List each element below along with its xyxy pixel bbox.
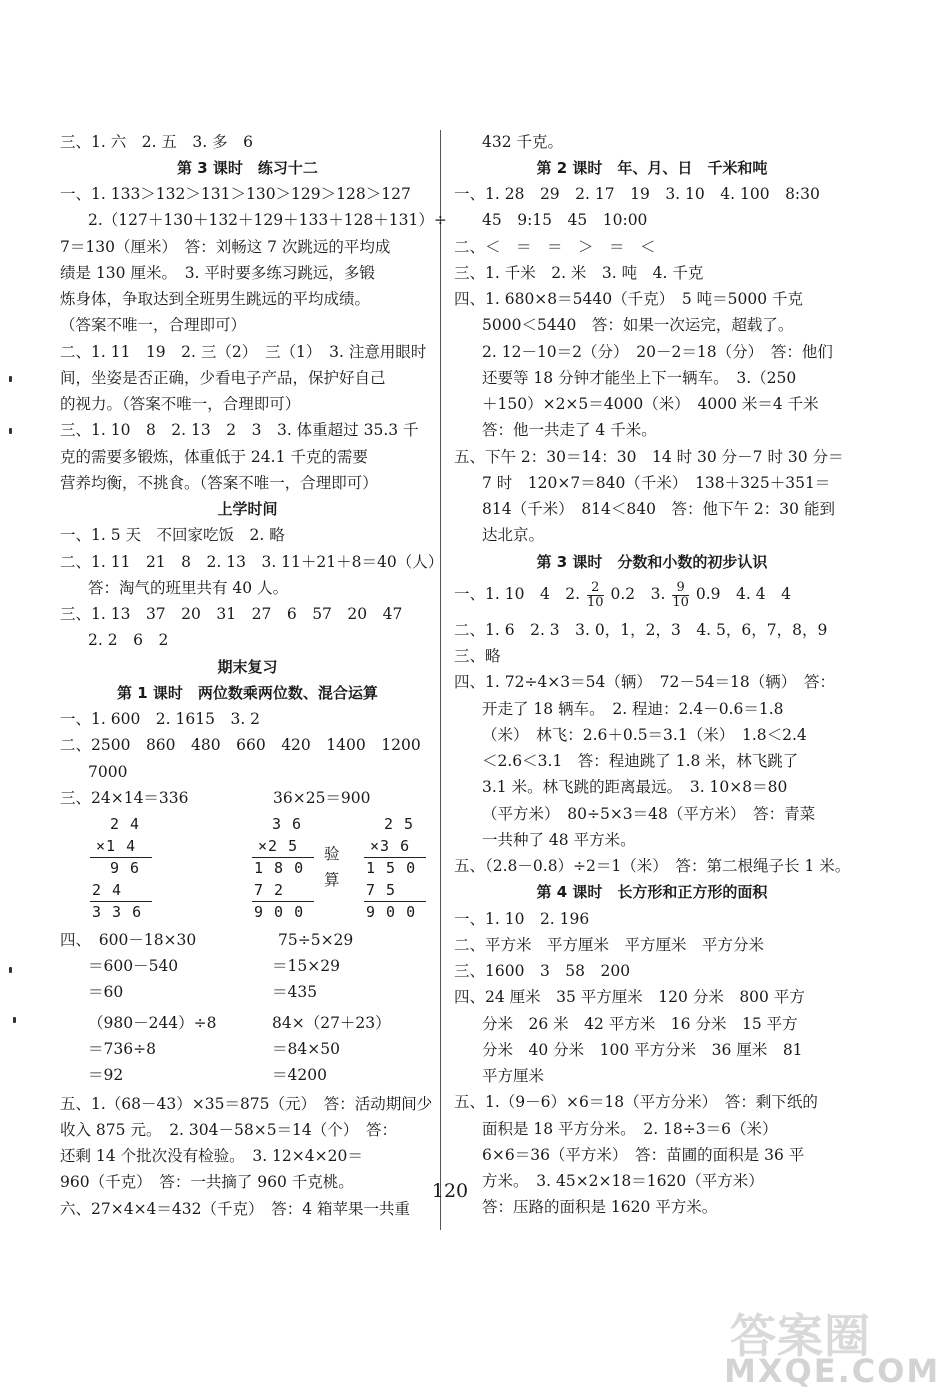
verify-label: 验 xyxy=(324,845,340,863)
answer-line: 7＝130（厘米） 答：刘畅这 7 次跳远的平均成 xyxy=(60,238,391,256)
answer-line: 分米 26 米 42 平方米 16 分米 15 平方 xyxy=(482,1015,798,1033)
answer-line: 二、2500 860 480 660 420 1400 1200 xyxy=(60,736,421,754)
vertical-calc-line: 9 0 0 xyxy=(254,903,305,921)
answer-line: 四、 600－18×30 xyxy=(60,931,197,949)
section-heading: 第 1 课时 两位数乘两位数、混合运算 xyxy=(117,684,378,702)
answer-line: 二、1. 6 2. 3 3. 0，1，2，3 4. 5，6，7，8，9 xyxy=(454,621,828,639)
watermark-domain: MXQE.COM xyxy=(724,1352,940,1390)
answer-line: ＝60 xyxy=(88,983,124,1001)
answer-line: ＝92 xyxy=(88,1066,124,1084)
answer-line: 一、1. 10 2. 196 xyxy=(454,910,590,928)
answer-line: 克的需要多锻炼，体重低于 24.1 千克的需要 xyxy=(60,448,368,466)
watermark-logo: 答案圈 xyxy=(730,1309,871,1363)
vertical-calc-line: 9 6 xyxy=(110,859,141,877)
vertical-calc-line: ×3 6 xyxy=(370,837,411,855)
vertical-calc-line: 2 5 xyxy=(384,815,415,833)
answer-line: ＝4200 xyxy=(272,1066,327,1084)
answer-line: 答：他一共走了 4 千米。 xyxy=(482,421,657,439)
answer-line: ＝600－540 xyxy=(88,957,179,975)
answer-text: 0.2 3. xyxy=(610,585,666,603)
answer-line: 答：压路的面积是 1620 平方米。 xyxy=(482,1198,718,1216)
answer-line: 绩是 130 厘米。 3. 平时要多练习跳远，多锻 xyxy=(60,264,375,282)
answer-line: 二、1. 11 21 8 2. 13 3. 11＋21＋8＝40（人） xyxy=(60,553,444,571)
column-divider xyxy=(440,130,441,1230)
answer-line: 二、＜ ＝ ＝ ＞ ＝ ＜ xyxy=(454,238,656,256)
answer-line: ＝15×29 xyxy=(272,957,340,975)
vertical-calc-line: 1 5 0 xyxy=(366,859,417,877)
answer-line: 7 时 120×7＝840（千米） 138＋325＋351＝ xyxy=(482,474,831,492)
answer-line: 2.（127＋130＋132＋129＋133＋128＋131）÷ xyxy=(88,211,447,229)
answer-line: 三、1. 六 2. 五 3. 多 6 xyxy=(60,133,254,151)
answer-line: ＜2.6＜3.1 答：程迪跳了 1.8 米，林飞跳了 xyxy=(482,752,799,770)
answer-line: 432 千克。 xyxy=(482,133,564,151)
answer-line: 四、1. 680×8＝5440（千克） 5 吨＝5000 千克 xyxy=(454,290,804,308)
answer-line: 5000＜5440 答：如果一次运完，超载了。 xyxy=(482,316,794,334)
answer-line: 五、（2.8－0.8）÷2＝1（米） 答：第二根绳子长 1 米。 xyxy=(454,857,851,875)
answer-line: 2. 2 6 2 xyxy=(88,631,169,649)
answer-line: 三、24×14＝336 xyxy=(60,789,189,807)
answer-line: ＝84×50 xyxy=(272,1040,340,1058)
answer-line: 814（千米） 814＜840 答：他下午 2：30 能到 xyxy=(482,500,835,518)
section-heading: 第 4 课时 长方形和正方形的面积 xyxy=(536,883,768,901)
answer-line: （答案不唯一，合理即可） xyxy=(60,316,247,334)
answer-line-with-fractions xyxy=(454,574,791,614)
scan-mark xyxy=(9,376,12,382)
fraction xyxy=(587,581,604,610)
scan-mark xyxy=(9,428,12,434)
answer-line: 三、1600 3 58 200 xyxy=(454,962,631,980)
vertical-calc-line: 9 0 0 xyxy=(366,903,417,921)
answer-line: （米） 林飞：2.6＋0.5＝3.1（米） 1.8＜2.4 xyxy=(482,726,807,744)
answer-line: 还剩 14 个批次没有检验。 3. 12×4×20＝ xyxy=(60,1147,363,1165)
answer-line: 还要等 18 分钟才能坐上下一辆车。 3.（250 xyxy=(482,369,797,387)
answer-text: 0.9 4. 4 4 xyxy=(695,585,791,603)
answer-line: （平方米） 80÷5×3＝48（平方米） 答：青菜 xyxy=(482,805,816,823)
answer-line: ＝435 xyxy=(272,983,318,1001)
answer-line: 面积是 18 平方分米。 2. 18÷3＝6（米） xyxy=(482,1120,778,1138)
answer-line: 达北京。 xyxy=(482,526,545,544)
denominator: 10 xyxy=(672,594,689,610)
answer-line: 答：淘气的班里共有 40 人。 xyxy=(88,579,289,597)
scan-mark xyxy=(9,967,12,973)
answer-line: ＋150）×2×5＝4000（米） 4000 米＝4 千米 xyxy=(482,395,819,413)
answer-line: 收入 875 元。 2. 304－58×5＝14（个） 答： xyxy=(60,1121,398,1139)
answer-line: 一、1. 133＞132＞131＞130＞129＞128＞127 xyxy=(60,185,411,203)
answer-line: 炼身体，争取达到全班男生跳远的平均成绩。 xyxy=(60,290,371,308)
answer-line: 84×（27＋23） xyxy=(272,1014,391,1032)
answer-line: 一、1. 28 29 2. 17 19 3. 10 4. 100 8:30 xyxy=(454,185,820,203)
vertical-calc-line: 3 3 6 xyxy=(92,903,143,921)
answer-line: 2. 12－10＝2（分） 20－2＝18（分） 答：他们 xyxy=(482,343,833,361)
answer-line: ＝736÷8 xyxy=(88,1040,156,1058)
answer-line: 四、24 厘米 35 平方厘米 120 分米 800 平方 xyxy=(454,988,805,1006)
answer-line: 一、1. 600 2. 1615 3. 2 xyxy=(60,710,261,728)
section-heading: 上学时间 xyxy=(217,500,278,518)
answer-line: 三、1. 千米 2. 米 3. 吨 4. 千克 xyxy=(454,264,704,282)
answer-line: 二、1. 11 19 2. 三（2） 三（1） 3. 注意用眼时 xyxy=(60,343,427,361)
answer-line: 的视力。（答案不唯一，合理即可） xyxy=(60,395,301,413)
answer-line: 75÷5×29 xyxy=(278,931,354,949)
answer-line: 一、1. 5 天 不回家吃饭 2. 略 xyxy=(60,526,285,544)
answer-line: 960（千克） 答：一共摘了 960 千克桃。 xyxy=(60,1173,354,1191)
answer-line: 36×25＝900 xyxy=(273,789,371,807)
page-number: 120 xyxy=(431,1180,469,1202)
section-heading: 第 3 课时 分数和小数的初步认识 xyxy=(536,553,768,571)
answer-line: 45 9:15 45 10:00 xyxy=(482,211,648,229)
answer-line: 营养均衡，不挑食。（答案不唯一，合理即可） xyxy=(60,474,378,492)
answer-line: 一共种了 48 平方米。 xyxy=(482,831,636,849)
answer-line: 二、平方米 平方厘米 平方厘米 平方分米 xyxy=(454,936,765,954)
verify-label: 算 xyxy=(324,871,340,889)
vertical-calc-line: ×2 5 xyxy=(258,837,299,855)
answer-text: 一、1. 10 4 2. xyxy=(454,585,581,603)
answer-line: 分米 40 分米 100 平方分米 36 厘米 81 xyxy=(482,1041,803,1059)
answer-line: 开走了 18 辆车。 2. 程迪：2.4－0.6＝1.8 xyxy=(482,700,784,718)
answer-line: 四、1. 72÷4×3＝54（辆） 72－54＝18（辆） 答： xyxy=(454,673,836,691)
answer-line: 五、1.（68－43）×35＝875（元） 答：活动期间少 xyxy=(60,1095,433,1113)
answer-line: 3.1 米。林飞跳的距离最远。 3. 10×8＝80 xyxy=(482,778,788,796)
section-heading: 期末复习 xyxy=(217,658,278,676)
answer-line: 间，坐姿是否正确，少看电子产品，保护好自己 xyxy=(60,369,386,387)
vertical-calc-line: 2 4 xyxy=(92,881,123,899)
answer-line: 7000 xyxy=(88,763,128,781)
answer-line: 六、27×4×4＝432（千克） 答：4 箱苹果一共重 xyxy=(60,1200,411,1218)
answer-line: 五、下午 2：30＝14：30 14 时 30 分－7 时 30 分＝ xyxy=(454,448,844,466)
vertical-calc-line: 3 6 xyxy=(272,815,303,833)
answer-line: 三、1. 10 8 2. 13 2 3 3. 体重超过 35.3 千 xyxy=(60,421,419,439)
answer-line: 三、略 xyxy=(454,647,501,665)
denominator: 10 xyxy=(587,594,604,610)
vertical-calc-line: 7 2 xyxy=(254,881,285,899)
answer-line: （980－244）÷8 xyxy=(88,1014,217,1032)
scan-mark xyxy=(13,1017,16,1023)
vertical-calc-line: 2 4 xyxy=(110,815,141,833)
answer-line: 平方厘米 xyxy=(482,1067,545,1085)
numerator: 2 xyxy=(587,581,604,596)
answer-line: 五、1.（9－6）×6＝18（平方分米） 答：剩下纸的 xyxy=(454,1093,818,1111)
numerator: 9 xyxy=(672,581,689,596)
vertical-calc-line: 1 8 0 xyxy=(254,859,305,877)
answer-line: 三、1. 13 37 20 31 27 6 57 20 47 xyxy=(60,605,403,623)
answer-line: 方米。 3. 45×2×18＝1620（平方米） xyxy=(482,1172,764,1190)
vertical-calc-line: 7 5 xyxy=(366,881,397,899)
answer-line: 6×6＝36（平方米） 答：苗圃的面积是 36 平 xyxy=(482,1146,805,1164)
vertical-calc-line: ×1 4 xyxy=(96,837,137,855)
section-heading: 第 2 课时 年、月、日 千米和吨 xyxy=(536,159,768,177)
fraction xyxy=(672,581,689,610)
section-heading: 第 3 课时 练习十二 xyxy=(177,159,318,177)
